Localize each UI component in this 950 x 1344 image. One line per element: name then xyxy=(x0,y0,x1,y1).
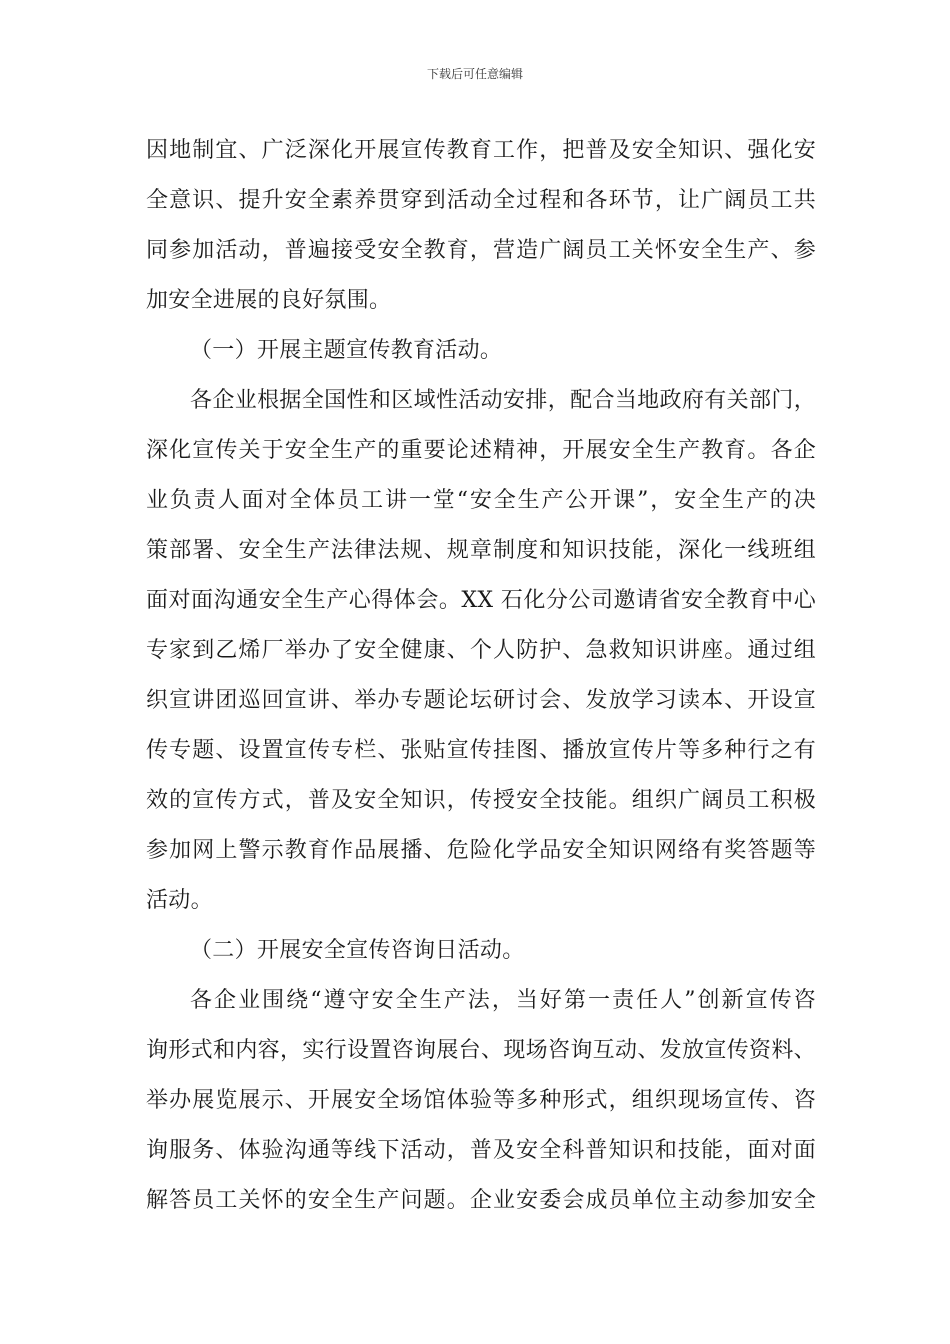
body-line: 策部署、安全生产法律法规、规章制度和知识技能，深化一线班组 xyxy=(146,538,816,563)
body-line: 专家到乙烯厂举办了安全健康、个人防护、急救知识讲座。通过组 xyxy=(146,638,816,663)
body-line: 传专题、设置宣传专栏、张贴宣传挂图、播放宣传片等多种行之有 xyxy=(146,738,816,763)
body-line: 询形式和内容，实行设置咨询展台、现场咨询互动、发放宣传资料、 xyxy=(146,1038,816,1063)
body-line: 同参加活动，普遍接受安全教育，营造广阔员工关怀安全生产、参 xyxy=(146,238,816,263)
body-line: 效的宣传方式，普及安全知识，传授安全技能。组织广阔员工积极 xyxy=(146,788,816,813)
body-line: 各企业围绕“遵守安全生产法，当好第一责任人”创新宣传咨 xyxy=(190,988,816,1013)
body-line: 参加网上警示教育作品展播、危险化学品安全知识网络有奖答题等 xyxy=(146,838,816,863)
body-line: 举办展览展示、开展安全场馆体验等多种形式，组织现场宣传、咨 xyxy=(146,1088,816,1113)
page-header: 下载后可任意编辑 xyxy=(426,67,523,81)
body-line: 深化宣传关于安全生产的重要论述精神，开展安全生产教育。各企 xyxy=(146,438,816,463)
section-heading: （二）开展安全宣传咨询日活动。 xyxy=(190,938,525,963)
body-line: 全意识、提升安全素养贯穿到活动全过程和各环节，让广阔员工共 xyxy=(146,188,816,213)
body-line: 织宣讲团巡回宣讲、举办专题论坛研讨会、发放学习读本、开设宣 xyxy=(146,688,816,713)
body-line: 各企业根据全国性和区域性活动安排，配合当地政府有关部门， xyxy=(190,388,816,413)
body-line: 询服务、体验沟通等线下活动，普及安全科普知识和技能，面对面 xyxy=(146,1138,816,1163)
body-line: 加安全进展的良好氛围。 xyxy=(146,288,392,313)
body-line: 因地制宜、广泛深化开展宣传教育工作，把普及安全知识、强化安 xyxy=(146,138,816,163)
section-heading: （一）开展主题宣传教育活动。 xyxy=(190,338,503,363)
body-line: 业负责人面对全体员工讲一堂“安全生产公开课”，安全生产的决 xyxy=(146,488,816,513)
body-line: 活动。 xyxy=(146,888,213,913)
body-line: 面对面沟通安全生产心得体会。XX 石化分公司邀请省安全教育中心 xyxy=(146,588,816,613)
body-line: 解答员工关怀的安全生产问题。企业安委会成员单位主动参加安全 xyxy=(146,1188,816,1213)
